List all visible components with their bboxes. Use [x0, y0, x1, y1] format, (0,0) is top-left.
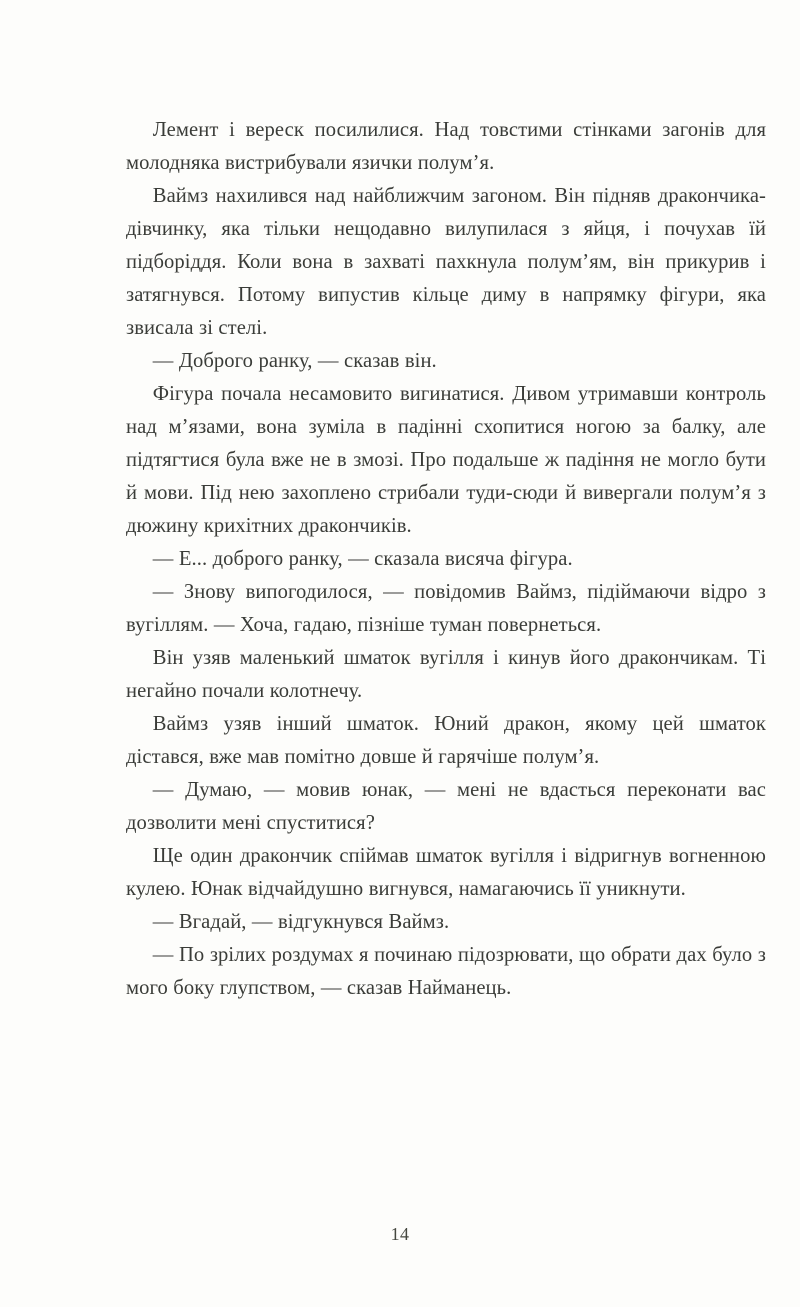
- paragraph: Ваймз узяв інший шматок. Юний дракон, якому цей шматок дістався, вже мав помітно довше й гарячіше полум’я.: [126, 713, 766, 768]
- paragraph: — Знову випогодилося, — повідомив Ваймз, підіймаючи відро з вугіллям. — Хоча, гадаю, пізніше туман повернеться.: [126, 581, 766, 636]
- paragraph: — Доброго ранку, — сказав він.: [152, 350, 437, 372]
- page-text-block: [126, 114, 766, 1005]
- paragraph: — По зрілих роздумах я починаю підозрювати, що обрати дах було з мого боку глупством, — сказав Найманець.: [126, 944, 766, 999]
- paragraph: Ще один дракончик спіймав шматок вугілля і відригнув вогненною кулею. Юнак відчайдушно вигнувся, намагаючись її уникнути.: [126, 845, 766, 900]
- paragraph: — Думаю, — мовив юнак, — мені не вдасться переконати вас дозволити мені спуститися?: [126, 779, 766, 834]
- paragraph: Фігура почала несамовито вигинатися. Дивом утримавши контроль над м’язами, вона зуміла в падінні схопитися ногою за балку, але підтягтися була вже не в змозі. Про подальше ж падіння не могло бути й мови. Під нею захоплено стрибали туди-сюди й вивергали полум’я з дюжину крихітних дракончиків.: [126, 383, 766, 537]
- paragraph: Лемент і вереск посилилися. Над товстими стінками загонів для молодняка вистрибували язички полум’я.: [126, 119, 766, 174]
- paragraph: — Вгадай, — відгукнувся Ваймз.: [152, 911, 450, 933]
- paragraph: — Е... доброго ранку, — сказала висяча фігура.: [152, 548, 573, 570]
- paragraph: Він узяв маленький шматок вугілля і кинув його дракончикам. Ті негайно почали колотнечу.: [126, 647, 766, 702]
- page-number: 14: [390, 1224, 410, 1244]
- paragraph: Ваймз нахилився над найближчим загоном. Він підняв дракончика-дівчинку, яка тільки нещодавно вилупилася з яйця, і почухав їй підборіддя. Коли вона в захваті пахкнула полум’ям, він прикурив і затягнувся. Потому випустив кільце диму в напрямку фігури, яка звисала зі стелі.: [126, 185, 766, 339]
